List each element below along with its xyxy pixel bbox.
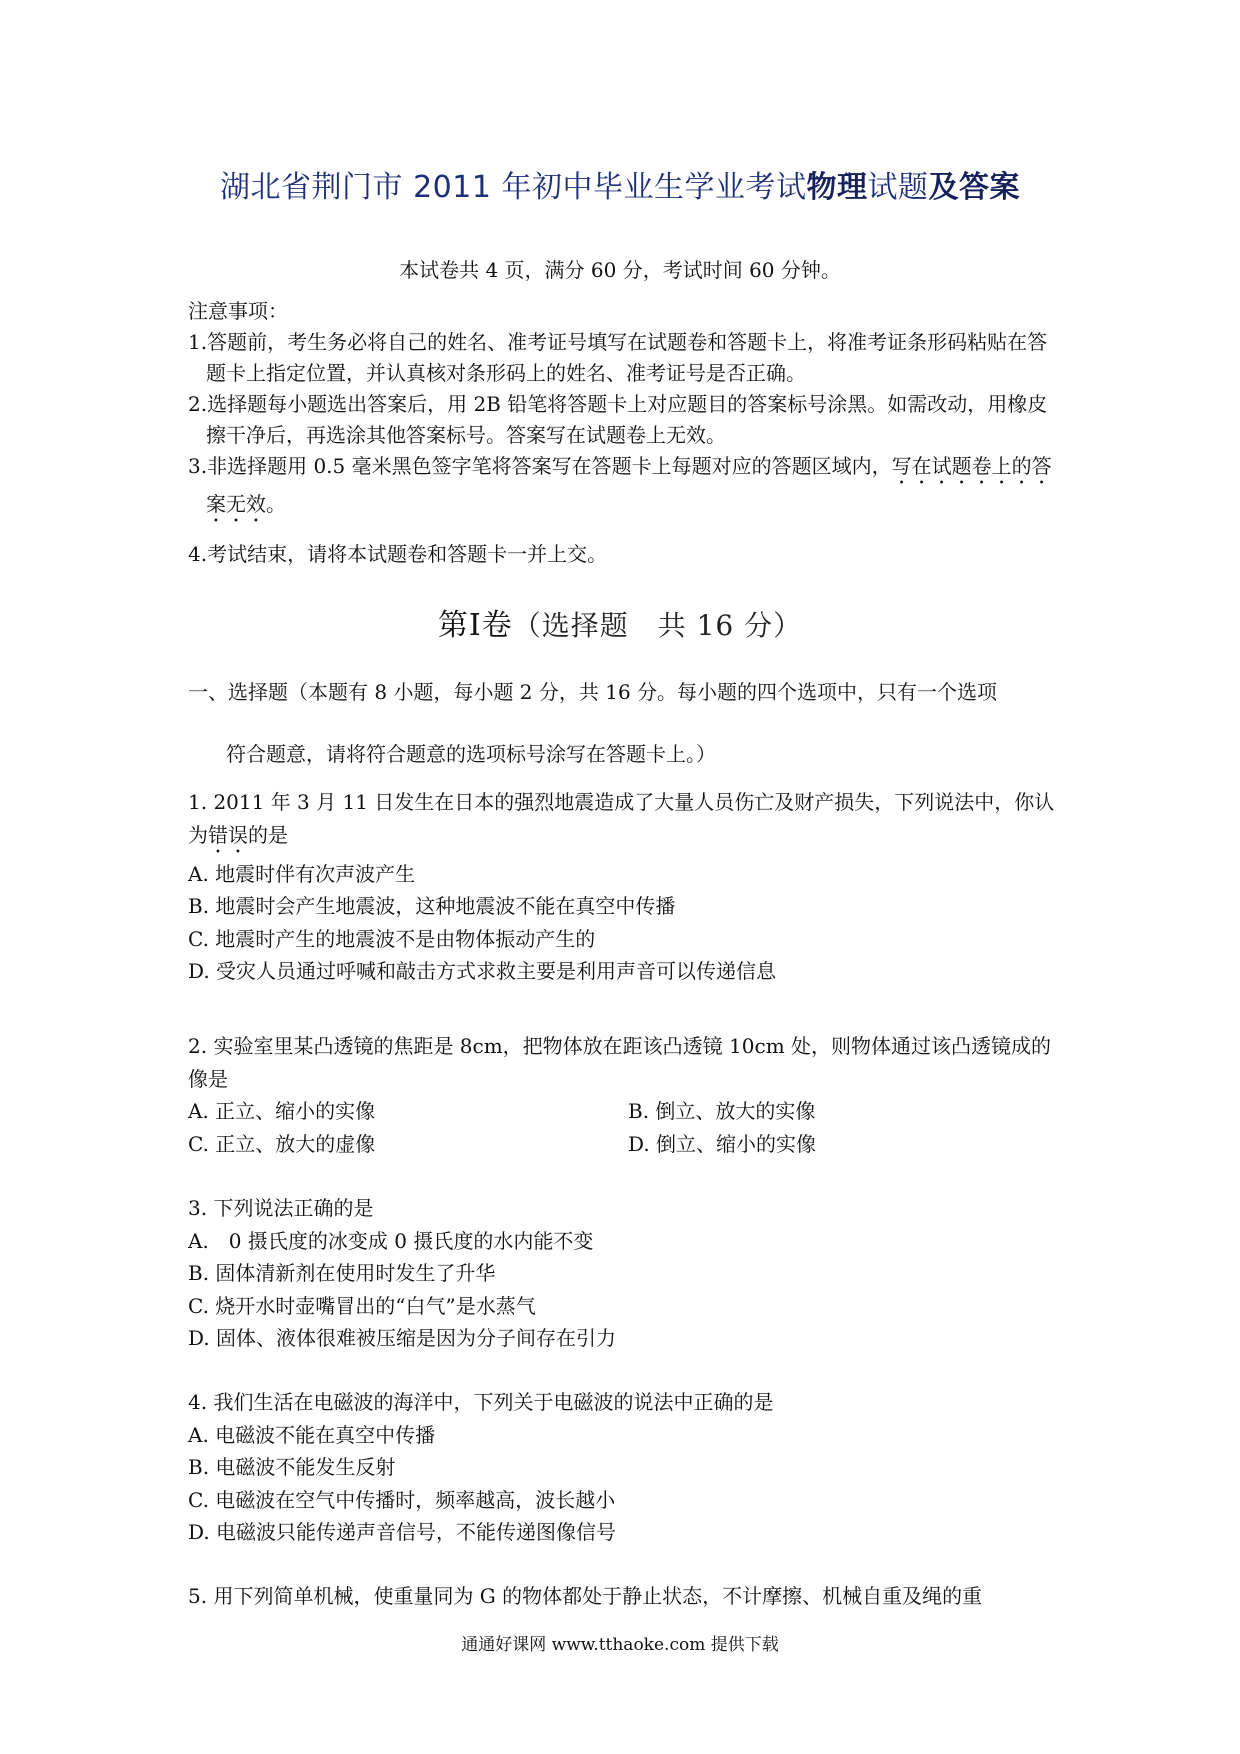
question-1 — [188, 786, 1060, 988]
section-title — [0, 600, 1240, 644]
notice-item-3-end: 。 — [266, 492, 286, 516]
question-4-option-a: A. 电磁波不能在真空中传播 — [188, 1422, 436, 1447]
notice-item-3-text: 3.非选择题用 0.5 毫米黑色签字笔将答案写在答题卡上每题对应的答题区域内， — [188, 454, 892, 478]
question-3-option-c: C. 烧开水时壶嘴冒出的“白气”是水蒸气 — [188, 1293, 536, 1318]
notice-item-2: 2.选择题每小题选出答案后，用 2B 铅笔将答题卡上对应题目的答案标号涂黑。如需改动，用橡皮擦干净后，再选涂其他答案标号。答案写在试题卷上无效。 — [188, 392, 1048, 447]
question-2-option-c: C. 正立、放大的虚像 — [188, 1131, 376, 1156]
question-3-option-d: D. 固体、液体很难被压缩是因为分子间存在引力 — [188, 1326, 617, 1350]
question-4-option-c: C. 电磁波在空气中传播时，频率越高，波长越小 — [188, 1487, 616, 1512]
notice-item-4: 4.考试结束，请将本试题卷和答题卡一并上交。 — [188, 542, 608, 566]
notice-item-3 — [188, 451, 1060, 527]
footer-credit: 通通好课网 www.tthaoke.com 提供下载 — [461, 1635, 779, 1655]
title-part-3: 试题 — [867, 170, 929, 205]
question-4-stem: 4. 我们生活在电磁波的海洋中，下列关于电磁波的说法中正确的是 — [188, 1390, 774, 1414]
question-2-stem: 2. 实验室里某凸透镜的焦距是 8cm，把物体放在距该凸透镜 10cm 处，则物体通过该凸透镜成的像是 — [188, 1034, 1052, 1091]
notice-heading: 注意事项： — [188, 299, 288, 323]
title-subject: 物理 — [806, 170, 868, 205]
question-2-option-b: B. 倒立、放大的实像 — [628, 1099, 816, 1123]
question-2-option-a: A. 正立、缩小的实像 — [188, 1099, 376, 1123]
question-3-stem: 3. 下列说法正确的是 — [188, 1196, 374, 1220]
question-1-option-b: B. 地震时会产生地震波，这种地震波不能在真空中传播 — [188, 894, 676, 918]
question-2-option-d: D. 倒立、缩小的实像 — [628, 1131, 817, 1156]
title-part-1: 湖北省荆门市 2011 年初中毕业生学业考试 — [220, 170, 807, 205]
question-3-option-b: B. 固体清新剂在使用时发生了升华 — [188, 1261, 496, 1285]
question-1-option-c: C. 地震时产生的地震波不是由物体振动产生的 — [188, 926, 596, 951]
notice-list — [188, 327, 1060, 570]
notice-item-1: 1.答题前，考生务必将自己的姓名、准考证号填写在试题卷和答题卡上，将准考证条形码粘贴在答题卡上指定位置，并认真核对条形码上的姓名、准考证号是否正确。 — [188, 330, 1048, 385]
question-1-stem — [188, 786, 1060, 858]
question-4 — [188, 1386, 1060, 1549]
question-2 — [188, 1030, 1060, 1160]
question-1-stem-text: 1. 2011 年 3 月 11 日发生在日本的强烈地震造成了大量人员伤亡及财产损失，下列说法中，你认为 — [188, 790, 1055, 847]
title-part-4: 及答案 — [928, 170, 1020, 205]
exam-info: 本试卷共 4 页，满分 60 分，考试时间 60 分钟。 — [399, 258, 841, 282]
question-2-options — [188, 1095, 1060, 1160]
question-5 — [188, 1580, 1060, 1613]
section-title-main: 第Ⅰ卷 — [437, 608, 513, 643]
section-title-sub: （选择题 共 16 分） — [512, 609, 803, 642]
section-instructions-line-1: 一、选择题（本题有 8 小题，每小题 2 分，共 16 分。每小题的四个选项中，只有一个选项 — [188, 680, 998, 704]
question-1-option-d: D. 受灾人员通过呼喊和敲击方式求救主要是利用声音可以传递信息 — [188, 959, 777, 983]
question-1-emphasis: 错误 — [208, 822, 248, 847]
question-4-option-b: B. 电磁波不能发生反射 — [188, 1455, 396, 1479]
question-3-option-a: A. 0 摄氏度的冰变成 0 摄氏度的水内能不变 — [188, 1228, 594, 1253]
notice-item-3-emphasis: 写在试题卷上的答案无效 — [206, 454, 1052, 516]
question-4-option-d: D. 电磁波只能传递声音信号，不能传递图像信号 — [188, 1520, 617, 1544]
question-1-option-a: A. 地震时伴有次声波产生 — [188, 861, 416, 886]
question-5-stem: 5. 用下列简单机械，使重量同为 G 的物体都处于静止状态，不计摩擦、机械自重及绳的重 — [188, 1584, 983, 1608]
question-1-stem-end: 的是 — [248, 822, 288, 847]
question-3 — [188, 1192, 1060, 1355]
section-instructions-line-2: 符合题意，请将符合题意的选项标号涂写在答题卡上。） — [226, 742, 716, 766]
page-title — [0, 162, 1240, 206]
